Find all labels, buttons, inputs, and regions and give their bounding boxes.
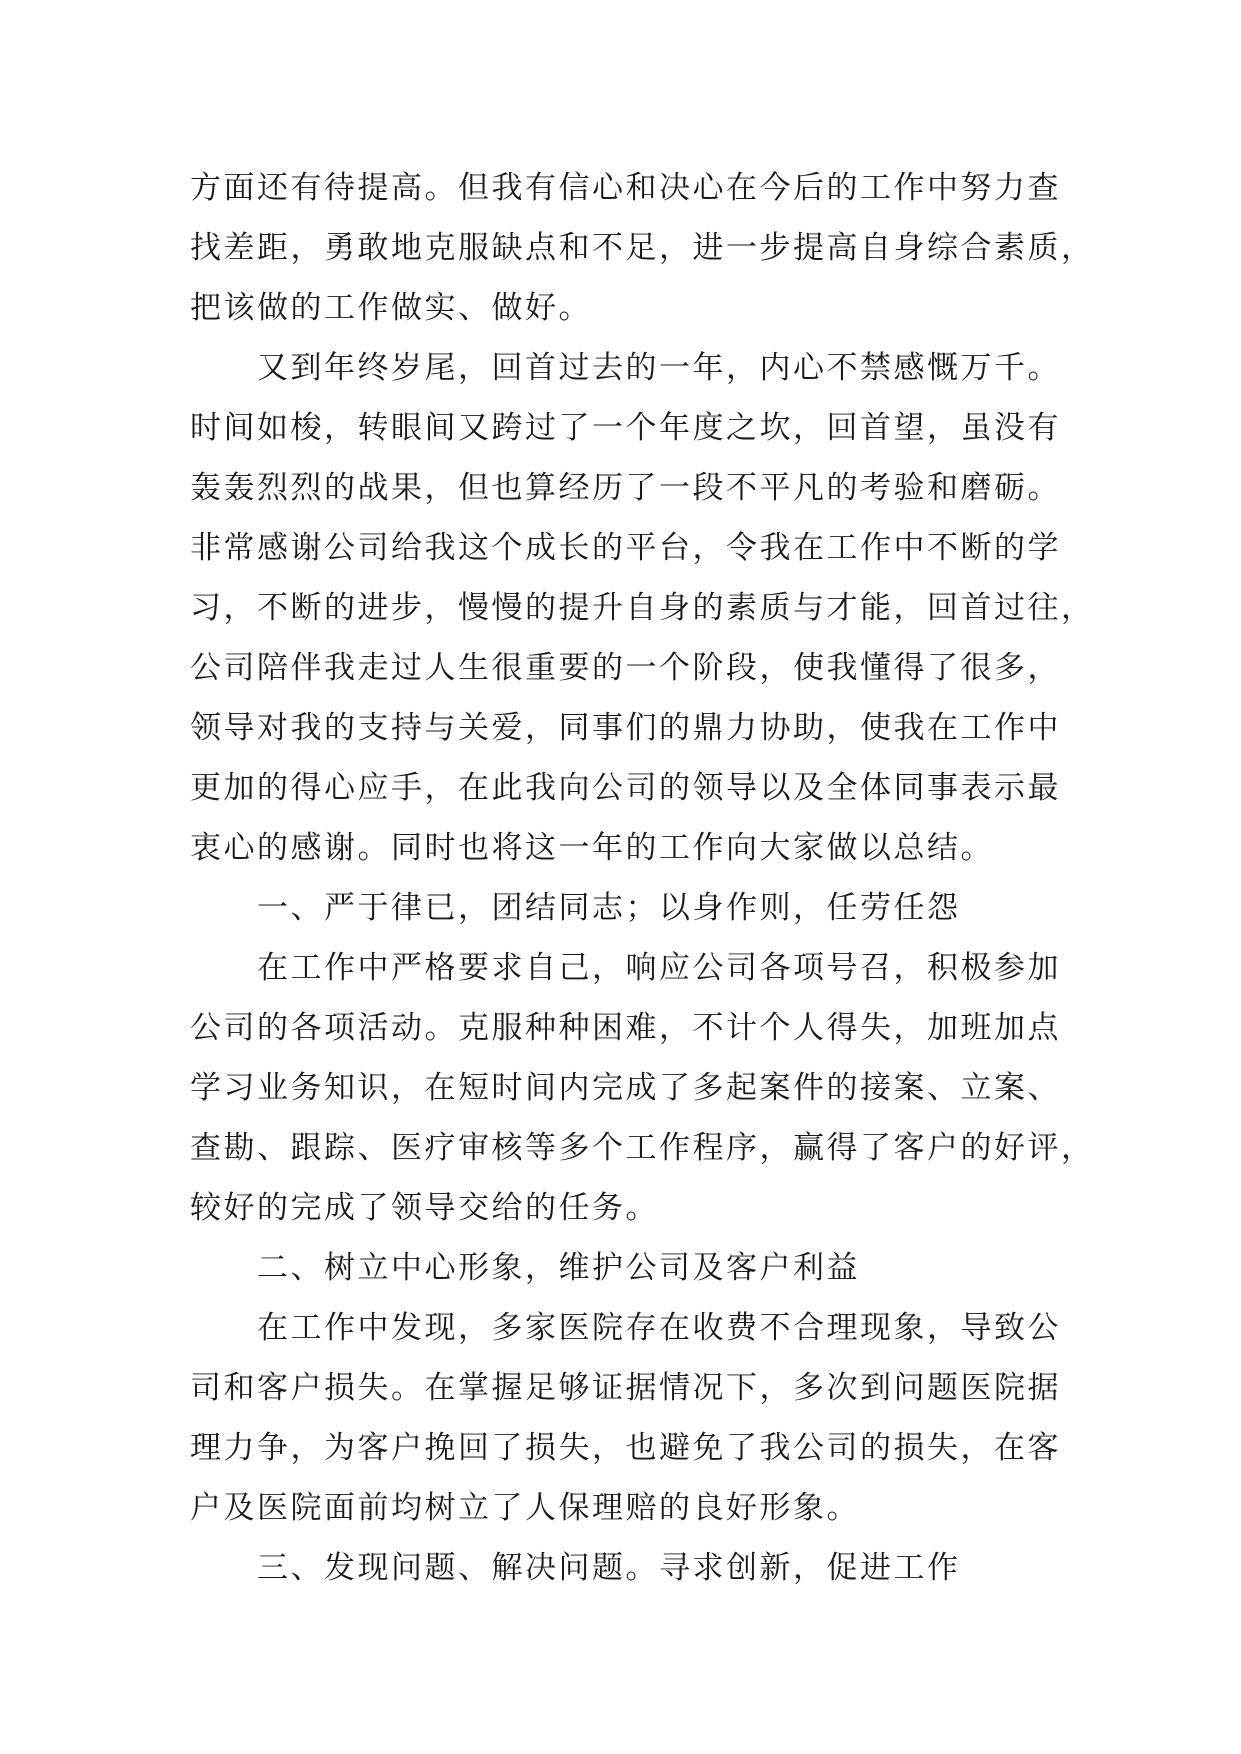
text-line: 领导对我的支持与关爱，同事们的鼎力协助，使我在工作中 bbox=[190, 710, 1061, 746]
paragraph-4 bbox=[190, 1298, 1070, 1538]
text-line: 习，不断的进步，慢慢的提升自身的素质与才能，回首过往， bbox=[190, 590, 1095, 626]
heading-line: 一、严于律已，团结同志；以身作则，任劳任怨 bbox=[190, 890, 961, 926]
heading-line: 三、发现问题、解决问题。寻求创新，促进工作 bbox=[190, 1550, 961, 1586]
text-line: 非常感谢公司给我这个成长的平台，令我在工作中不断的学 bbox=[190, 530, 1061, 566]
text-line: 公司陪伴我走过人生很重要的一个阶段，使我懂得了很多， bbox=[190, 650, 1061, 686]
text-line: 较好的完成了领导交给的任务。 bbox=[190, 1190, 659, 1226]
section-heading-2 bbox=[190, 1238, 1070, 1298]
text-line: 在工作中发现，多家医院存在收费不合理现象，导致公 bbox=[190, 1310, 1061, 1346]
text-line: 在工作中严格要求自己，响应公司各项号召，积极参加 bbox=[190, 950, 1061, 986]
section-heading-1 bbox=[190, 878, 1070, 938]
text-line: 户及医院面前均树立了人保理赔的良好形象。 bbox=[190, 1490, 860, 1526]
text-line: 司和客户损失。在掌握足够证据情况下，多次到问题医院据 bbox=[190, 1370, 1061, 1406]
text-line: 又到年终岁尾，回首过去的一年，内心不禁感慨万千。 bbox=[190, 350, 1061, 386]
text-line: 查勘、跟踪、医疗审核等多个工作程序，赢得了客户的好评， bbox=[190, 1130, 1095, 1166]
text-line: 轰轰烈烈的战果，但也算经历了一段不平凡的考验和磨砺。 bbox=[190, 470, 1061, 506]
text-line: 方面还有待提高。但我有信心和决心在今后的工作中努力查 bbox=[190, 170, 1061, 206]
heading-line: 二、树立中心形象，维护公司及客户利益 bbox=[190, 1250, 860, 1286]
text-line: 衷心的感谢。同时也将这一年的工作向大家做以总结。 bbox=[190, 830, 994, 866]
text-line: 找差距，勇敢地克服缺点和不足，进一步提高自身综合素质， bbox=[190, 230, 1095, 266]
text-line: 时间如梭，转眼间又跨过了一个年度之坎，回首望，虽没有 bbox=[190, 410, 1061, 446]
text-line: 学习业务知识，在短时间内完成了多起案件的接案、立案、 bbox=[190, 1070, 1061, 1106]
section-heading-3 bbox=[190, 1538, 1070, 1598]
text-line: 把该做的工作做实、做好。 bbox=[190, 290, 592, 326]
text-line: 更加的得心应手，在此我向公司的领导以及全体同事表示最 bbox=[190, 770, 1061, 806]
paragraph-3 bbox=[190, 938, 1095, 1238]
text-line: 公司的各项活动。克服种种困难，不计个人得失，加班加点 bbox=[190, 1010, 1061, 1046]
paragraph-2 bbox=[190, 338, 1095, 878]
document-body bbox=[190, 158, 1095, 1598]
text-line: 理力争，为客户挽回了损失，也避免了我公司的损失，在客 bbox=[190, 1430, 1061, 1466]
paragraph-1 bbox=[190, 158, 1095, 338]
